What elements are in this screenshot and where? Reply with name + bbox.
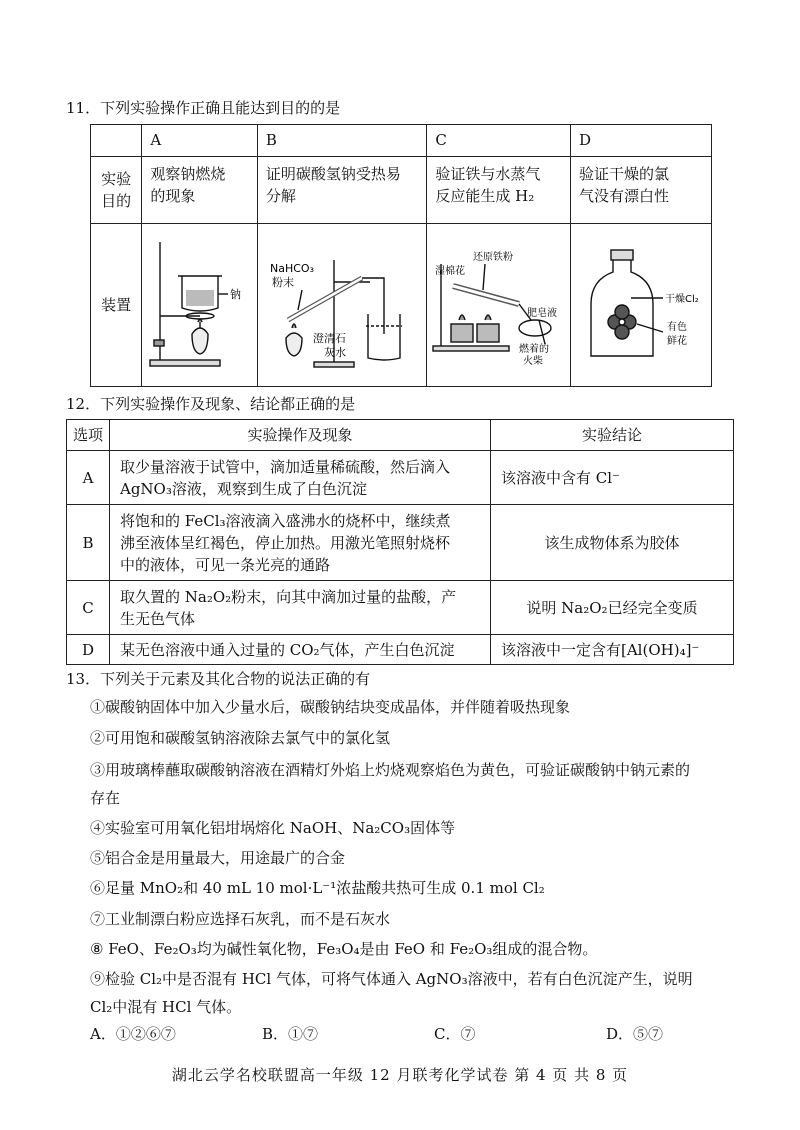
q11-purpose-a: 观察钠燃烧 的现象 (142, 157, 258, 224)
q12-row-b-operation: 将饱和的 FeCl₃溶液滴入盛沸水的烧杯中，继续煮 沸至液体呈红褐色，停止加热。用激光笔照射烧杯 中的液体，可见一条光亮的通路 (110, 505, 491, 581)
q11-row-purpose-label: 实验 目的 (91, 157, 142, 224)
label-colored-1: 有色 (667, 322, 687, 333)
q11-table (90, 124, 712, 387)
q12-row-c-option: C (67, 581, 110, 635)
sodium-burning-apparatus-icon (142, 224, 246, 380)
q13-option-c: C．⑦ (434, 1025, 476, 1043)
q12-row-d-conclusion: 该溶液中一定含有[Al(OH)₄]⁻ (491, 635, 734, 665)
label-dry-chlorine: 干燥Cl₂ (665, 294, 699, 305)
iron-steam-apparatus-icon (427, 224, 559, 380)
label-burning-match-2: 火柴 (523, 356, 544, 367)
q12-row-a-operation: 取少量溶液于试管中，滴加适量稀硫酸，然后滴入 AgNO₃溶液，观察到生成了白色沉淀 (110, 451, 491, 505)
q12-row-c-conclusion: 说明 Na₂O₂已经完全变质 (491, 581, 734, 635)
q12-row-a-option: A (67, 451, 110, 505)
q12-row-d-option: D (67, 635, 110, 665)
q11-apparatus-b (257, 224, 427, 387)
q13-option-a: A．①②⑥⑦ (90, 1025, 176, 1043)
q11-apparatus-d (571, 224, 712, 387)
q12-header-option: 选项 (67, 420, 110, 451)
q11-title: 11．下列实验操作正确且能达到目的的是 (66, 99, 341, 117)
label-fresh-flower-2: 鲜花 (667, 336, 687, 347)
q12-row-c-operation: 取久置的 Na₂O₂粉末，向其中滴加过量的盐酸，产 生无色气体 (110, 581, 491, 635)
q13-option-b: B．①⑦ (262, 1025, 319, 1043)
label-wet-cotton: 湿棉花 (435, 266, 466, 277)
label-nahco3: NaHCO₃ (269, 262, 314, 275)
q11-apparatus-c (427, 224, 571, 387)
q11-row-apparatus-label: 装置 (91, 224, 142, 387)
q11-purpose-b: 证明碳酸氢钠受热易 分解 (257, 157, 427, 224)
chlorine-bottle-flower-icon (571, 224, 711, 380)
q13-item-1: ①碳酸钠固体中加入少量水后，碳酸钠结块变成晶体，并伴随着吸热现象 (90, 698, 571, 716)
label-soap-solution: 肥皂液 (527, 308, 558, 319)
nahco3-heating-apparatus-icon (258, 224, 416, 380)
q13-item-3: ③用玻璃棒蘸取碳酸钠溶液在酒精灯外焰上灼烧观察焰色为黄色，可验证碳酸钠中钠元素的 (90, 761, 691, 779)
q13-item-3-cont: 存在 (90, 789, 121, 807)
q13-item-5: ⑤铝合金是用量最大，用途最广的合金 (90, 849, 346, 867)
q13-item-4: ④实验室可用氧化铝坩埚熔化 NaOH、Na₂CO₃固体等 (90, 819, 456, 837)
label-iron-powder: 还原铁粉 (473, 252, 514, 263)
q11-purpose-d: 验证干燥的氯 气没有漂白性 (571, 157, 712, 224)
q11-apparatus-a (142, 224, 258, 387)
page-footer: 湖北云学名校联盟高一年级 12 月联考化学试卷 第 4 页 共 8 页 (171, 1066, 629, 1084)
q12-row-a-conclusion: 该溶液中含有 Cl⁻ (491, 451, 734, 505)
label-burning-match-1: 燃着的 (519, 344, 550, 355)
q11-purpose-c: 验证铁与水蒸气 反应能生成 H₂ (427, 157, 571, 224)
q13-option-d: D．⑤⑦ (606, 1025, 664, 1043)
q13-item-7: ⑦工业制漂白粉应选择石灰乳，而不是石灰水 (90, 910, 391, 928)
q13-item-6: ⑥足量 MnO₂和 40 mL 10 mol·L⁻¹浓盐酸共热可生成 0.1 mol Cl₂ (90, 879, 545, 897)
q12-table (66, 419, 734, 665)
q11-header-b: B (257, 125, 427, 157)
q12-row-b-option: B (67, 505, 110, 581)
q13-title: 13．下列关于元素及其化合物的说法正确的有 (66, 670, 371, 688)
label-powder: 粉末 (271, 276, 294, 289)
q13-item-9: ⑨检验 Cl₂中是否混有 HCl 气体，可将气体通入 AgNO₃溶液中，若有白色沉淀产生，说明 (90, 970, 693, 988)
label-sodium: 钠 (230, 288, 242, 301)
q13-item-8: ⑧ FeO、Fe₂O₃均为碱性氧化物，Fe₃O₄是由 FeO 和 Fe₂O₃组成的混合物。 (90, 940, 598, 958)
label-limewater-1: 澄清石 (312, 332, 346, 345)
q13-item-2: ②可用饱和碳酸氢钠溶液除去氯气中的氯化氢 (90, 729, 391, 747)
q12-row-b-conclusion: 该生成物体系为胶体 (491, 505, 734, 581)
label-limewater-2: 灰水 (323, 346, 346, 359)
q13-item-9-cont: Cl₂中混有 HCl 气体。 (90, 998, 242, 1016)
q11-corner-cell (91, 125, 142, 157)
q11-header-c: C (427, 125, 571, 157)
q12-header-conclusion: 实验结论 (491, 420, 734, 451)
q12-header-operation: 实验操作及现象 (110, 420, 491, 451)
q12-row-d-operation: 某无色溶液中通入过量的 CO₂气体，产生白色沉淀 (110, 635, 491, 665)
q11-header-a: A (142, 125, 258, 157)
q12-title: 12．下列实验操作及现象、结论都正确的是 (66, 395, 356, 413)
q11-header-d: D (571, 125, 712, 157)
